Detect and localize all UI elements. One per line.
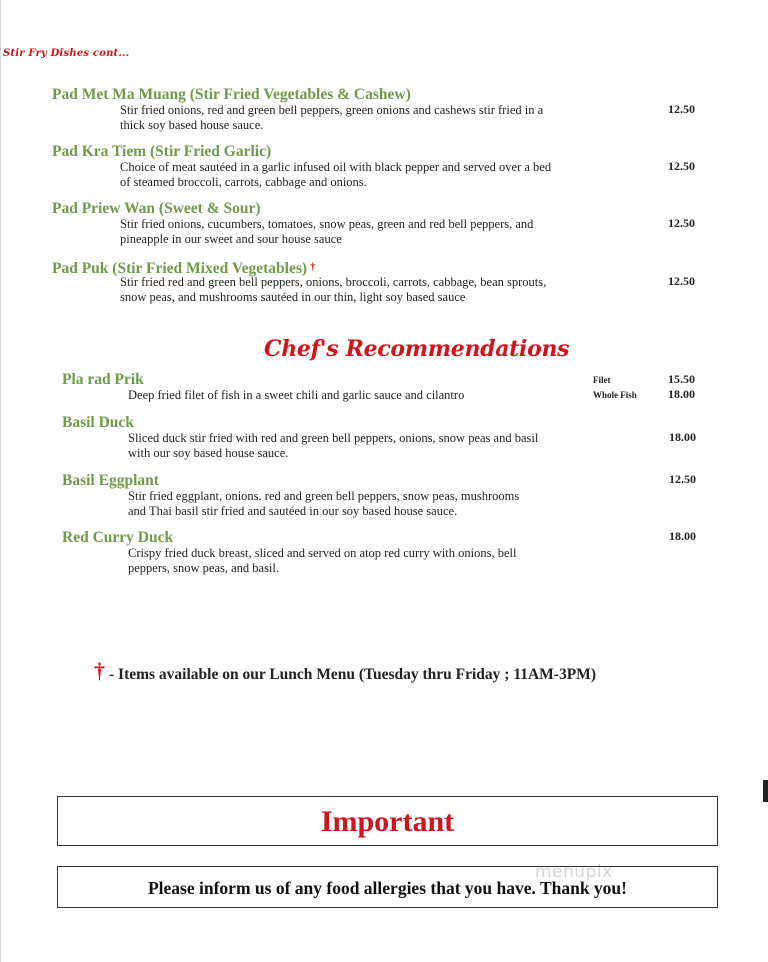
- item-price-filet: 15.50: [668, 372, 695, 386]
- option-label-whole-fish: Whole Fish: [593, 390, 637, 400]
- item-title: Basil Eggplant: [62, 472, 159, 489]
- lunch-dagger-icon: †: [94, 658, 105, 683]
- item-description: Stir fried onions, red and green bell peppers, green onions and cashews stir fried in a thick soy based house sauce.: [120, 103, 544, 132]
- item-title: Pla rad Prik: [62, 371, 144, 388]
- item-title: Pad Kra Tiem (Stir Fried Garlic): [52, 143, 272, 160]
- page-left-border: [0, 0, 1, 962]
- allergy-notice-text: Please inform us of any food allergies that you have. Thank you!: [147, 878, 627, 898]
- item-title: Pad Puk (Stir Fried Mixed Vegetables) †: [52, 260, 316, 277]
- item-price: 12.50: [669, 472, 696, 486]
- edge-mark: [763, 780, 768, 802]
- chef-recommendations-heading: Chef's Recommendations: [264, 336, 570, 362]
- item-description: Stir fried red and green bell peppers, onions, broccoli, carrots, cabbage, bean sprouts, snow peas, and mushrooms sautéed in our thin, light soy based sauce: [120, 275, 547, 304]
- menu-item-pad-met-ma-muang: [52, 86, 752, 132]
- allergy-notice-box: [57, 866, 718, 908]
- item-title: Basil Duck: [62, 414, 134, 431]
- item-description: Stir fried eggplant, onions. red and green bell peppers, snow peas, mushrooms and Thai basil stir fried and sautéed in our soy based house sauce.: [128, 489, 520, 518]
- item-price: 12.50: [668, 216, 695, 230]
- item-price: 18.00: [669, 430, 696, 444]
- item-price: 12.50: [668, 159, 695, 173]
- menu-item-red-curry-duck: [62, 529, 762, 575]
- menu-item-basil-duck: [62, 414, 762, 460]
- section-continuation-heading: Stir Fry Dishes cont...: [3, 48, 130, 59]
- item-title: Pad Priew Wan (Sweet & Sour): [52, 200, 261, 217]
- lunch-dagger-icon: †: [310, 261, 316, 273]
- menu-item-pad-puk: [52, 258, 752, 304]
- item-title: Pad Met Ma Muang (Stir Fried Vegetables & Cashew): [52, 86, 411, 103]
- lunch-menu-note: [94, 658, 596, 684]
- item-description: Deep fried filet of fish in a sweet chili and garlic sauce and cilantro: [128, 388, 465, 402]
- item-title: Red Curry Duck: [62, 529, 174, 546]
- item-description: Choice of meat sautéed in a garlic infused oil with black pepper and served over a bed of steamed broccoli, carrots, cabbage and onions.: [120, 160, 552, 189]
- watermark: menupix: [535, 862, 613, 882]
- item-description: Crispy fried duck breast, sliced and served on atop red curry with onions, bell peppers, snow peas, and basil.: [128, 546, 517, 575]
- important-heading: Important: [320, 805, 455, 838]
- item-price: 12.50: [668, 274, 695, 288]
- lunch-note-text: - Items available on our Lunch Menu (Tuesday thru Friday ; 11AM-3PM): [109, 666, 596, 683]
- menu-item-pla-rad-prik: [62, 371, 762, 402]
- item-price: 12.50: [668, 102, 695, 116]
- important-box: [57, 796, 718, 846]
- menu-item-pad-kra-tiem: [52, 143, 752, 189]
- item-description: Stir fried onions, cucumbers, tomatoes, snow peas, green and red bell peppers, and pineapple in our sweet and sour house sauce: [120, 217, 534, 246]
- item-price: 18.00: [669, 529, 696, 543]
- option-label-filet: Filet: [593, 375, 611, 385]
- item-description: Sliced duck stir fried with red and green bell peppers, onions, snow peas and basil with our soy based house sauce.: [128, 431, 539, 460]
- menu-item-pad-priew-wan: [52, 200, 752, 246]
- menu-item-basil-eggplant: [62, 472, 762, 518]
- item-price-whole-fish: 18.00: [668, 387, 695, 401]
